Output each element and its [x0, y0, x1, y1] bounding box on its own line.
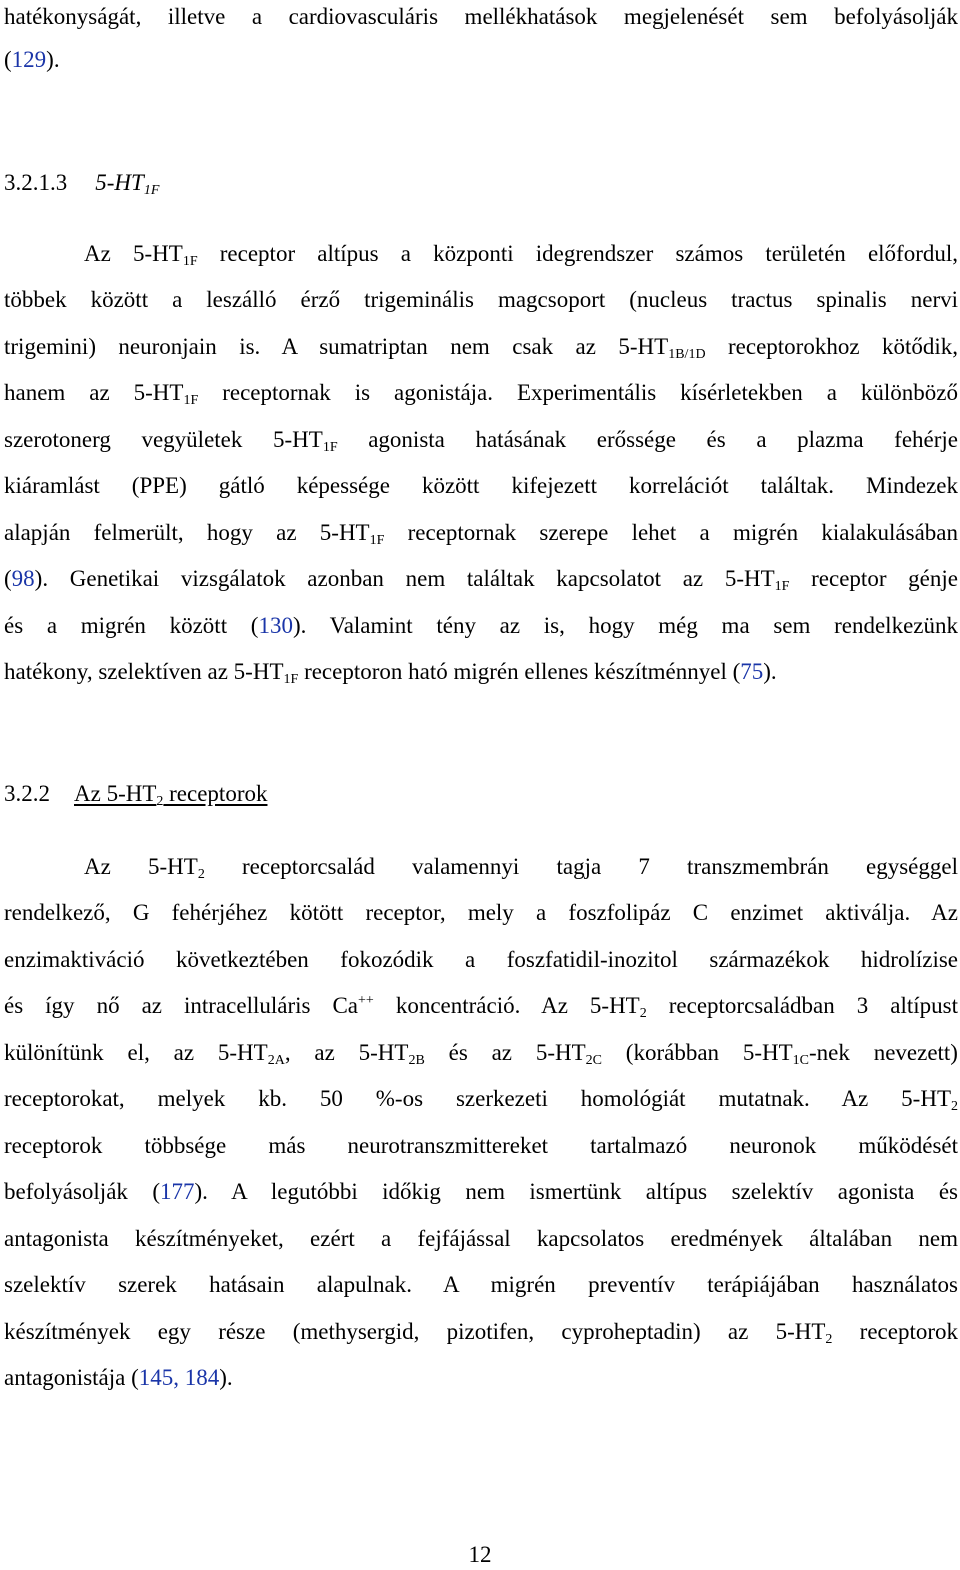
text-line: szerotonerg vegyületek $5-HT_{1F}$ agonista hatásának erőssége és a plazma fehérje — [4, 427, 958, 455]
citation-link[interactable]: 177 — [160, 1179, 195, 1204]
text-line: receptorokat, melyek kb. 50 %-os szerkezeti homológiát mutatnak. Az $5-HT_2$ — [4, 1086, 958, 1114]
citation-link[interactable]: 130 — [258, 613, 293, 638]
text-line: és így nő az intracelluláris Ca++ koncentráció. Az $5-HT_2$ receptorcsaládban 3 altípust — [4, 993, 958, 1021]
text-line: szelektív szerek hatásain alapulnak. A migrén preventív terápiájában használatos — [4, 1272, 958, 1297]
text-line: alapján felmerült, hogy az $5-HT_{1F}$ receptornak szerepe lehet a migrén kialakulásában — [4, 520, 958, 548]
text-line: antagonista készítményeket, ezért a fejfájással kapcsolatos eredmények általában nem — [4, 1226, 958, 1251]
section-number: 3.2.2 — [4, 781, 50, 806]
section-title: $5-HT_{1F}$ — [95, 170, 160, 198]
section-heading — [4, 168, 958, 198]
text-line: (129). — [4, 47, 60, 72]
text-line: kiáramlást (PPE) gátló képessége között kifejezett korrelációt találtak. Mindezek — [4, 473, 958, 498]
section-number: 3.2.1.3 — [4, 170, 68, 195]
page-number: 12 — [468, 1542, 492, 1567]
text-line: hatékonyságát, illetve a cardiovasculáris mellékhatások megjelenését sem befolyásolják — [4, 4, 958, 29]
section-heading — [4, 779, 958, 809]
text-line: Az $5-HT_2$ receptorcsalád valamennyi tagja 7 transzmembrán egységgel — [84, 854, 958, 882]
citation-link[interactable]: 129 — [11, 47, 47, 72]
text-line: receptorok többsége más neurotranszmittereket tartalmazó neuronok működését — [4, 1133, 958, 1158]
text-line: enzimaktiváció következtében fokozódik a foszfatidil-inozitol származékok hidrolízise — [4, 947, 958, 972]
text-line: többek között a leszálló érző trigeminális magcsoport (nucleus tractus spinalis nervi — [4, 287, 958, 312]
text-line: hanem az $5-HT_{1F}$ receptornak is agonistája. Experimentális kísérletekben a különböző — [4, 380, 958, 408]
text-line: befolyásolják (177). A legutóbbi időkig nem ismertünk altípus szelektív agonista és — [4, 1179, 958, 1204]
section-title: Az $5-HT_2$ receptorok — [74, 781, 268, 809]
text-line: trigemini) neuronjain is. A sumatriptan nem csak az $5-HT_{1B/1D}$ receptorokhoz kötődik, — [4, 334, 958, 362]
citation-link[interactable]: 75 — [740, 659, 764, 684]
text-line: készítmények egy része (methysergid, pizotifen, cyproheptadin) az $5-HT_2$ receptorok — [4, 1319, 959, 1347]
text-line: rendelkező, G fehérjéhez kötött receptor, mely a foszfolipáz C enzimet aktiválja. Az — [4, 900, 958, 925]
citation-link[interactable]: 145, 184 — [138, 1365, 220, 1390]
text-line: Az $5-HT_{1F}$ receptor altípus a központi idegrendszer számos területén előfordul, — [84, 241, 959, 269]
text-line: különítünk el, az $5-HT_{2A}$, az $5-HT_{2B}$ és az $5-HT_{2C}$ (korábban $5-HT_{1C}$-nek nevezett) — [4, 1040, 958, 1068]
citation-link[interactable]: 98 — [11, 566, 35, 591]
text-line: hatékony, szelektíven az $5-HT_{1F}$ receptoron ható migrén ellenes készítménnyel (75). — [4, 659, 777, 687]
text-line: antagonistája (145, 184). — [4, 1365, 233, 1390]
text-line: és a migrén között (130). Valamint tény az is, hogy még ma sem rendelkezünk — [4, 613, 958, 638]
text-line: (98). Genetikai vizsgálatok azonban nem találtak kapcsolatot az $5-HT_{1F}$ receptor génje — [4, 566, 958, 594]
